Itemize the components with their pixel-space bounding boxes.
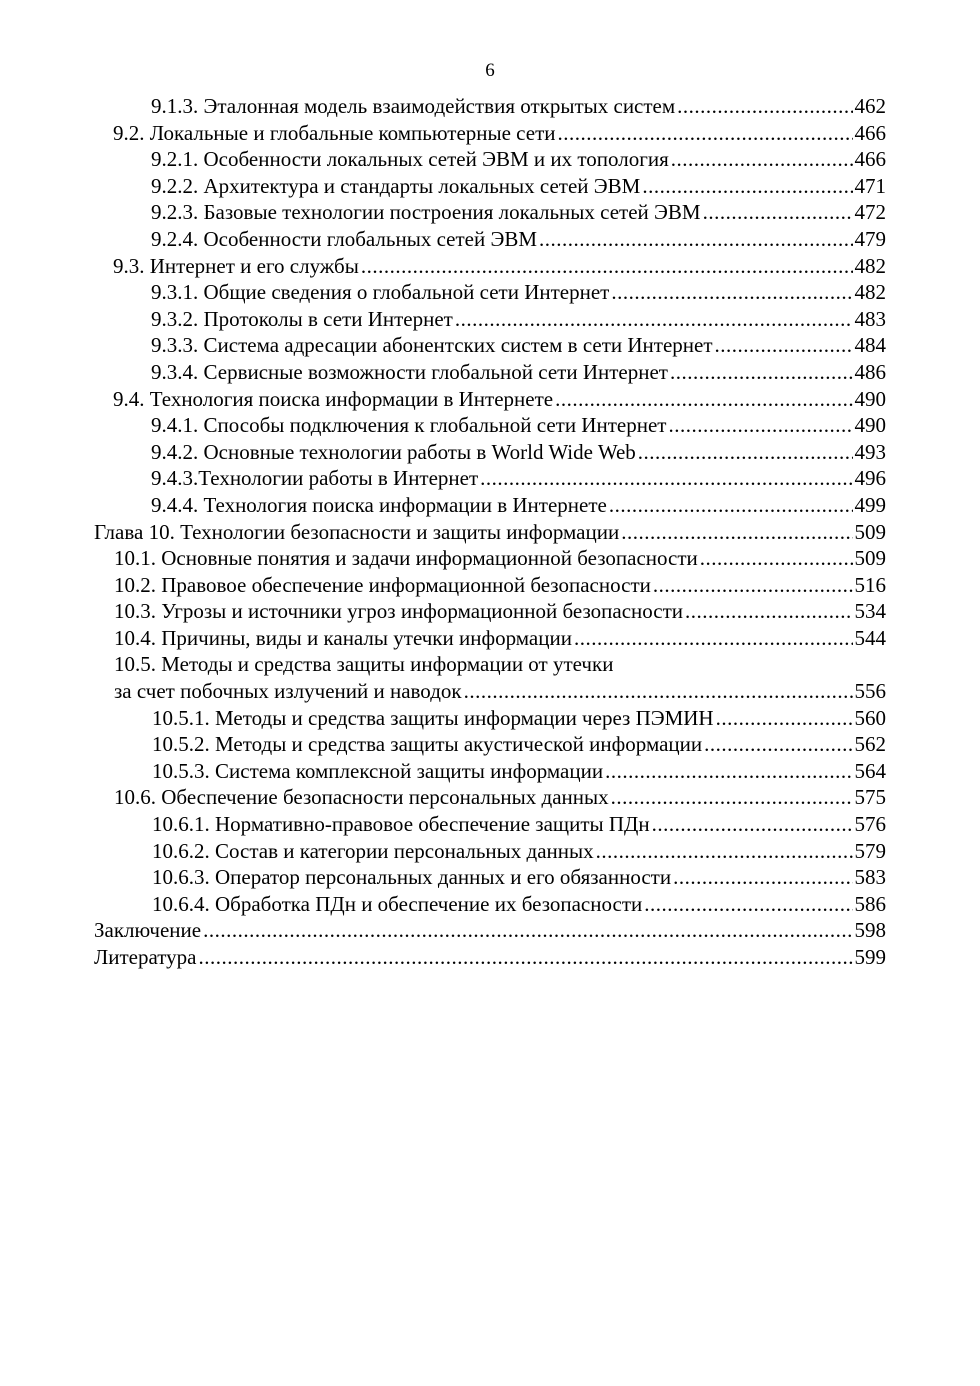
toc-dot-leader [609, 492, 853, 519]
page-number: 6 [485, 60, 495, 81]
toc-entry-page: 575 [854, 785, 886, 810]
toc-dot-leader [464, 678, 853, 705]
toc-entry[interactable] [94, 838, 886, 865]
toc-entry-page: 560 [854, 705, 886, 730]
toc-entry-page: 484 [854, 333, 886, 358]
toc-dot-leader [685, 598, 852, 625]
toc-entry[interactable] [94, 173, 886, 200]
toc-dot-leader [596, 838, 853, 865]
toc-entry-title: 10.3. Угрозы и источники угроз информационной безопасности [114, 599, 684, 624]
toc-entry-page: 509 [854, 519, 886, 544]
toc-dot-leader [198, 944, 852, 971]
toc-dot-leader [611, 279, 852, 306]
toc-entry-page: 490 [854, 413, 886, 438]
toc-entry[interactable] [94, 120, 886, 147]
toc-entry[interactable] [94, 412, 886, 439]
toc-entry[interactable] [94, 199, 886, 226]
toc-entry-page: 496 [854, 466, 886, 491]
toc-entry-title: 9.2.4. Особенности глобальных сетей ЭВМ [151, 226, 537, 251]
toc-entry-title: 9.1.3. Эталонная модель взаимодействия открытых систем [151, 94, 676, 118]
toc-entry[interactable] [94, 891, 886, 918]
toc-entry[interactable] [94, 545, 886, 572]
toc-entry-page: 483 [854, 306, 886, 331]
toc-entry-title: 10.1. Основные понятия и задачи информационной безопасности [114, 546, 698, 571]
toc-entry[interactable] [94, 705, 886, 732]
toc-dot-leader [638, 439, 853, 466]
toc-entry-title: 9.2.3. Базовые технологии построения локальных сетей ЭВМ [151, 200, 701, 225]
toc-entry[interactable] [94, 359, 886, 386]
toc-entry-page: 579 [854, 838, 886, 863]
toc-entry[interactable] [94, 253, 886, 280]
toc-dot-leader [644, 891, 852, 918]
toc-dot-leader [611, 784, 853, 811]
toc-entry-page: 534 [854, 599, 886, 624]
toc-entry-title: Литература [94, 945, 197, 969]
toc-entry-page: 490 [854, 386, 886, 411]
toc-entry-title: 10.2. Правовое обеспечение информационной безопасности [114, 572, 651, 597]
toc-entry-title: 9.4. Технология поиска информации в Интернете [113, 386, 554, 411]
toc-entry-page: 556 [854, 679, 886, 704]
toc-entry-title: 9.2.1. Особенности локальных сетей ЭВМ и их топология [151, 147, 669, 172]
toc-dot-leader [670, 359, 853, 386]
toc-entry[interactable] [94, 332, 886, 359]
toc-dot-leader [673, 864, 852, 891]
toc-entry[interactable] [94, 519, 886, 546]
toc-entry[interactable] [94, 492, 886, 519]
toc-entry-title: 10.6.2. Состав и категории персональных данных [152, 838, 594, 863]
toc-dot-leader [671, 146, 853, 173]
toc-entry[interactable] [94, 279, 886, 306]
toc-dot-leader [700, 545, 853, 572]
toc-dot-leader [653, 572, 853, 599]
toc-entry-title: 10.5.2. Методы и средства защиты акустической информации [152, 732, 703, 757]
toc-entry-title: 10.5. Методы и средства защиты информации от утечки [114, 652, 614, 677]
toc-entry-page: 562 [854, 732, 886, 757]
toc-entry-title: Глава 10. Технологии безопасности и защиты информации [94, 519, 620, 544]
toc-entry-title: Заключение [94, 918, 202, 943]
toc-entry-page: 493 [854, 439, 886, 464]
toc-entry[interactable] [94, 146, 886, 173]
toc-dot-leader [558, 120, 853, 147]
toc-dot-leader [715, 332, 853, 359]
toc-entry-title: 10.6.3. Оператор персональных данных и его обязанности [152, 865, 672, 890]
toc-dot-leader [668, 412, 852, 439]
toc-dot-leader [361, 253, 853, 280]
toc-entry[interactable] [94, 784, 886, 811]
toc-entry[interactable] [94, 439, 886, 466]
toc-dot-leader [539, 226, 853, 253]
toc-entry[interactable] [94, 678, 886, 705]
toc-dot-leader [621, 519, 852, 546]
toc-dot-leader [652, 811, 853, 838]
toc-entry[interactable] [94, 864, 886, 891]
toc-entry-page: 599 [854, 945, 886, 969]
toc-dot-leader [555, 386, 852, 413]
toc-entry-title: 10.6.4. Обработка ПДн и обеспечение их безопасности [152, 891, 643, 916]
toc-entry-page: 462 [854, 94, 886, 118]
toc-dot-leader [605, 758, 852, 785]
toc-entry-title: 9.4.4. Технология поиска информации в Интернете [151, 492, 607, 517]
toc-entry-page: 472 [854, 200, 886, 225]
toc-entry-title: 9.3.2. Протоколы в сети Интернет [151, 306, 453, 331]
toc-dot-leader [642, 173, 852, 200]
toc-dot-leader [203, 917, 852, 944]
toc-entry-page: 586 [854, 891, 886, 916]
toc-entry-page: 482 [854, 253, 886, 278]
table-of-contents [94, 93, 886, 971]
toc-entry-page: 466 [854, 147, 886, 172]
toc-entry-title: 9.3.4. Сервисные возможности глобальной сети Интернет [151, 359, 668, 384]
toc-entry-title: 9.3.1. Общие сведения о глобальной сети Интернет [151, 280, 610, 305]
toc-entry-page: 576 [854, 812, 886, 837]
toc-entry[interactable] [94, 598, 886, 625]
toc-dot-leader [574, 625, 853, 652]
toc-entry-page: 509 [854, 546, 886, 571]
toc-entry[interactable] [94, 917, 886, 944]
toc-dot-leader [716, 705, 853, 732]
toc-entry-page: 583 [854, 865, 886, 890]
toc-entry-page: 564 [854, 758, 886, 783]
toc-entry-title: 9.4.1. Способы подключения к глобальной сети Интернет [151, 413, 667, 438]
toc-entry-title: 10.5.1. Методы и средства защиты информации через ПЭМИН [152, 705, 714, 730]
toc-entry[interactable] [94, 758, 886, 785]
toc-entry[interactable] [94, 465, 886, 492]
toc-entry-title: 10.5.3. Система комплексной защиты информации [152, 758, 604, 783]
toc-entry[interactable] [94, 93, 886, 120]
toc-entry[interactable] [94, 651, 886, 678]
toc-dot-leader [455, 306, 853, 333]
toc-dot-leader [677, 93, 852, 120]
toc-dot-leader [703, 199, 853, 226]
toc-entry[interactable] [94, 306, 886, 333]
toc-entry-page: 482 [854, 280, 886, 305]
toc-entry-title: 10.6. Обеспечение безопасности персональных данных [114, 785, 609, 810]
toc-entry-page: 516 [854, 572, 886, 597]
toc-entry[interactable] [94, 625, 886, 652]
toc-entry-page: 466 [854, 120, 886, 145]
toc-entry-title: 9.3. Интернет и его службы [113, 253, 359, 278]
toc-entry[interactable] [94, 811, 886, 838]
toc-entry-title: 9.2. Локальные и глобальные компьютерные сети [113, 120, 556, 145]
toc-entry-title: 9.4.2. Основные технологии работы в World Wide Web [151, 439, 636, 464]
toc-entry-title: 9.3.3. Система адресации абонентских систем в сети Интернет [151, 333, 713, 358]
toc-entry-page: 471 [854, 173, 886, 198]
toc-entry-title: 9.2.2. Архитектура и стандарты локальных сетей ЭВМ [151, 173, 641, 198]
toc-dot-leader [704, 731, 852, 758]
toc-entry-title: 9.4.3.Технологии работы в Интернет [151, 466, 479, 491]
toc-entry-page: 544 [854, 625, 886, 650]
toc-entry[interactable] [94, 226, 886, 253]
toc-entry[interactable] [94, 944, 886, 971]
toc-entry[interactable] [94, 572, 886, 599]
toc-dot-leader [480, 465, 852, 492]
toc-entry-page: 486 [854, 359, 886, 384]
toc-entry[interactable] [94, 731, 886, 758]
toc-entry[interactable] [94, 386, 886, 413]
toc-entry-page: 479 [854, 226, 886, 251]
toc-entry-title: за счет побочных излучений и наводок [114, 679, 462, 704]
toc-entry-page: 598 [854, 918, 886, 943]
toc-entry-title: 10.4. Причины, виды и каналы утечки информации [114, 625, 572, 650]
toc-entry-title: 10.6.1. Нормативно-правовое обеспечение защиты ПДн [152, 812, 650, 837]
toc-entry-page: 499 [854, 492, 886, 517]
